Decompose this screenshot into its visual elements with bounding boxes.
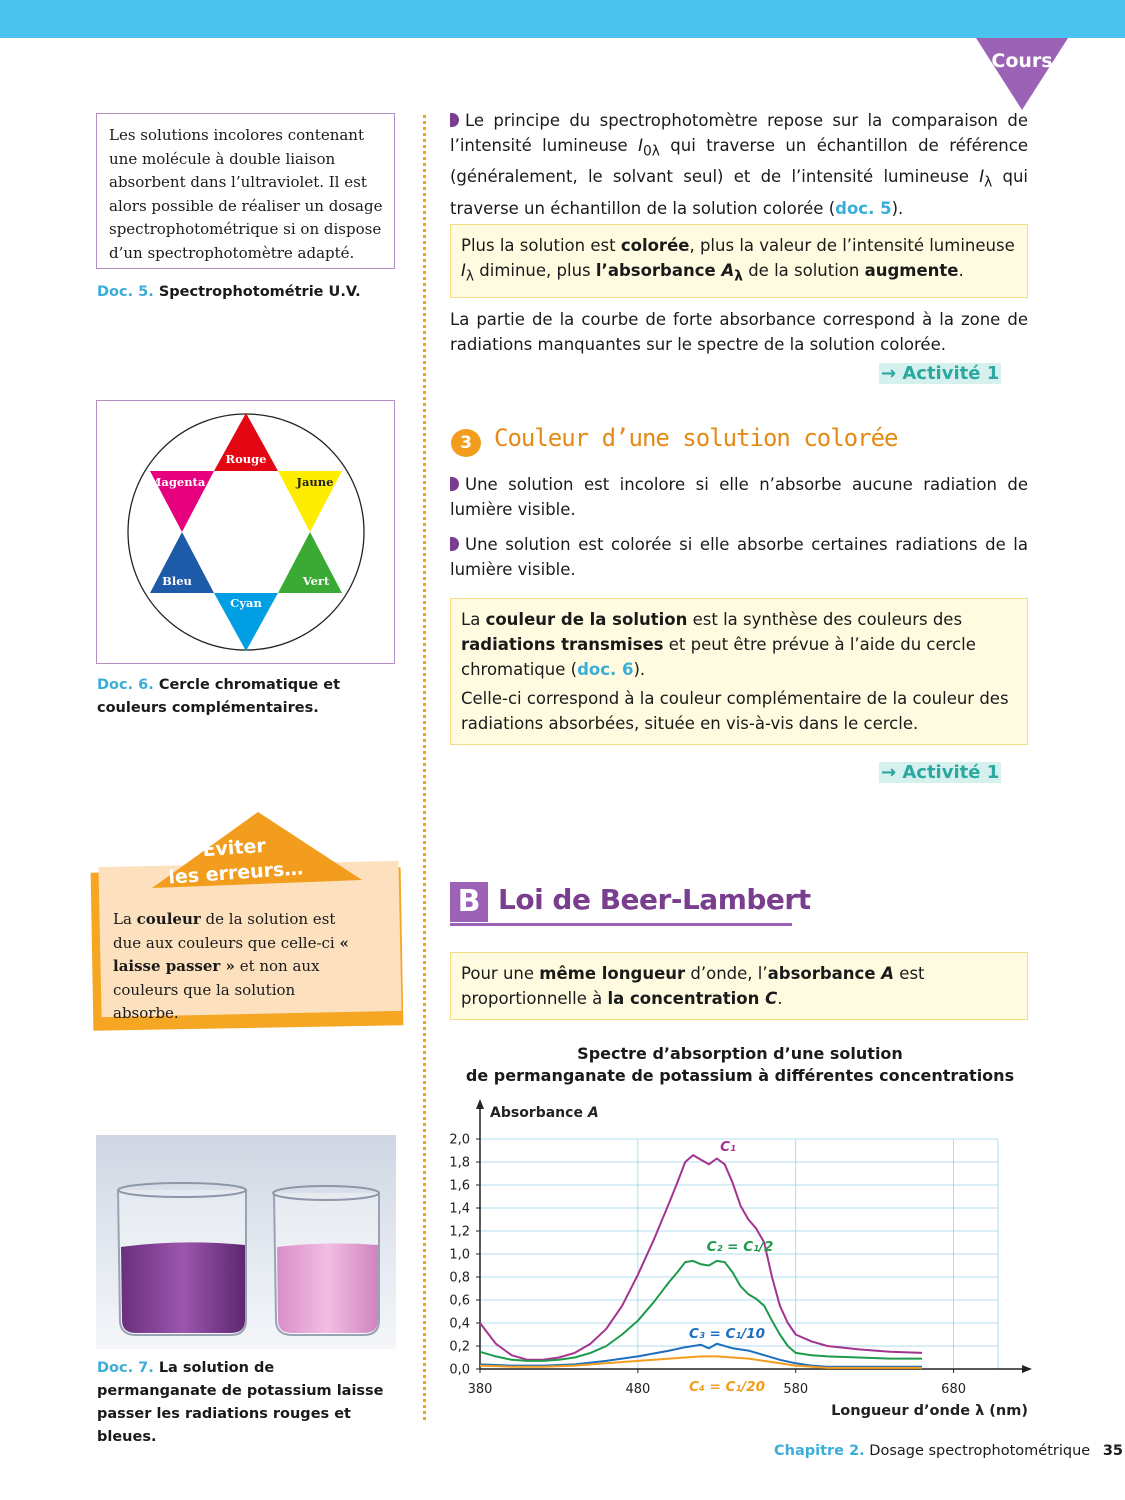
footer-chapter: Chapitre 2. [774,1443,865,1459]
activity-link-2[interactable]: → Activité 1 [881,762,1000,783]
y-tick-label: 0,0 [449,1362,470,1378]
bullet1-text: Une solution est incolore si elle n’absorbe aucune radiation de lumière visible. [450,475,1028,519]
x-tick-label: 680 [941,1382,967,1397]
box3-t1: Pour une [461,964,540,983]
chart-title-line1: Spectre d’absorption d’une solution [577,1044,903,1063]
box2-t3: et peut être prévue à l’aide du cercle chromatique ( [461,635,976,679]
series-line-c3 [480,1344,922,1367]
box1-sub: λ [465,268,475,285]
cours-tab [976,38,1068,110]
beakers-image [96,1135,396,1349]
box2-t1: La [461,610,486,629]
warning-title-line2: les erreurs… [167,857,304,889]
doc5-text: Les solutions incolores contenant une molécule à double liaison absorbent dans l’ultraviolet. Il est alors possible de réaliser un dosage spectrophotométrique si on dispose d’un spectrophotomètre adapté. [109,126,383,262]
box1-b3: augmente [864,261,959,280]
footer-title: Dosage spectrophotométrique [869,1443,1091,1459]
box3-t4: . [777,989,783,1008]
warning-t3: et non aux couleurs que la solution absorbe. [113,957,320,1022]
y-tick-label: 0,2 [449,1339,470,1355]
x-tick-label: 580 [783,1382,809,1397]
beakers-photo [96,1135,396,1349]
label-rouge: Rouge [225,452,267,466]
doc5-caption-text: Spectrophotométrie U.V. [158,284,361,300]
para1-t1: Le principe du spectrophotomètre repose sur la comparaison de l’intensité lumineuse [450,111,1028,155]
y-axis-label-symbol: A [587,1105,599,1121]
warning-b1: couleur [136,910,201,928]
section-b-letter: B [450,882,488,922]
box1-t5: . [958,261,964,280]
cours-label: Cours [991,50,1053,72]
doc6-link[interactable]: doc. 6 [577,660,634,679]
doc7-caption [97,1357,397,1449]
box2-line1 [461,607,1017,682]
y-tick-label: 1,6 [449,1178,470,1194]
doc5-link[interactable]: doc. 5 [835,198,892,218]
series-label-c2: C₂ = C₁/2 [706,1239,774,1255]
box3-b1: même longueur [539,964,686,983]
y-tick-label: 2,0 [449,1132,470,1148]
doc5-caption-num: Doc. 5. [97,284,154,300]
column-divider [423,115,426,1420]
y-tick-label: 0,6 [449,1293,470,1309]
y-tick-label: 1,8 [449,1155,470,1171]
warning-b2: « laisse passer » [113,933,349,975]
para1-sym-i0: I [638,136,643,155]
doc7-caption-text: La solution de permanganate de potassium laisse passer les radiations rouges et bleues. [97,1360,384,1445]
x-axis-label: Longueur d’onde λ (nm) [831,1403,1028,1419]
box1-b2: l’absorbance [595,261,722,280]
box3-t2: d’onde, l’ [685,964,768,983]
absorption-chart [440,1095,1040,1425]
bullet-icon [450,537,459,551]
box3-t3: est proportionnelle à [461,964,925,1008]
warning-t1: La [113,910,137,928]
doc5-caption [97,281,397,304]
doc6-caption-num: Doc. 6. [97,677,154,693]
box3-b3: la concentration [607,989,766,1008]
warning-t2: de la solution est due aux couleurs que celle-ci [113,910,340,952]
warning-text [113,908,363,1026]
section-3-title: Couleur d’une solution colorée [494,424,898,452]
para1-t2: qui traverse un échantillon de référence (généralement, le solvant seul) et de l’intensité lumineuse [450,136,1028,187]
y-tick-label: 0,4 [449,1316,470,1332]
top-banner [0,0,1125,38]
bullet-coloree [450,532,1028,582]
section-3-number: 3 [451,429,481,457]
box2-b2: radiations transmises [461,635,664,654]
box2-t4: ). [633,660,646,679]
series-label-c4: C₄ = C₁/20 [688,1379,766,1395]
label-magenta: Magenta [148,475,206,489]
box2-line2: Celle-ci correspond à la couleur complémentaire de la couleur des radiations absorbées, située en vis-à-vis dans le cercle. [461,689,1009,733]
x-tick-label: 380 [467,1382,493,1397]
highlight-box-absorbance [450,224,1028,298]
doc5-box [96,113,395,269]
box1-t3: diminue, plus [474,261,596,280]
section-b-title: Loi de Beer-Lambert [498,883,811,916]
chart-title-line2: de permanganate de potassium à différentes concentrations [465,1066,1015,1085]
cours-triangle-icon [976,38,1068,110]
series-label-c1: C₁ [720,1139,736,1155]
paragraph-absorbance-zone: La partie de la courbe de forte absorbance correspond à la zone de radiations manquantes sur le spectre de la solution colorée. [450,310,1028,354]
warning-title-line1: Éviter [201,834,267,862]
highlight-box-couleur [450,598,1028,745]
chart-title [450,1043,1030,1087]
bullet-incolore [450,472,1028,522]
box1-b2sub: λ [734,268,743,285]
paragraph-principle [450,108,1028,221]
y-tick-label: 1,0 [449,1247,470,1263]
bullet-icon [450,477,459,491]
doc6-box [96,400,395,664]
box3-b2sym: A [881,964,895,983]
box1-t2: , plus la valeur de l’intensité lumineuse [689,236,1015,255]
y-tick-label: 1,4 [449,1201,470,1217]
box1-b2sym: A [721,261,735,280]
x-axis-arrow-icon [1022,1365,1032,1373]
doc6-caption-text: Cercle chromatique et couleurs complémentaires. [97,677,341,716]
para1-t3: qui traverse un échantillon de la solution colorée ( [450,167,1028,218]
box1-t4: de la solution [742,261,865,280]
box3-b3sym: C [765,989,778,1008]
bullet2-text: Une solution est colorée si elle absorbe certaines radiations de la lumière visible. [450,535,1028,579]
y-tick-label: 1,2 [449,1224,470,1240]
series-label-c3: C₃ = C₁/10 [688,1326,766,1342]
para1-t4: ). [891,198,904,218]
para1-sym-i: I [979,167,985,187]
para1-sub-0l: 0λ [642,143,660,160]
bullet-icon [450,113,459,127]
y-tick-label: 0,8 [449,1270,470,1286]
highlight-box-beer-lambert [450,952,1028,1020]
activity-link-1[interactable]: → Activité 1 [881,363,1000,384]
section-b-underline [450,923,792,926]
box1-b1: colorée [620,236,690,255]
box2-t2: est la synthèse des couleurs des [687,610,963,629]
box1-sym: I [461,261,466,280]
warning-title [158,831,311,891]
label-jaune: Jaune [296,475,334,489]
para1-sub-l: λ [984,174,993,191]
page-footer [774,1443,1123,1459]
y-axis-label: Absorbance A [490,1105,599,1121]
y-axis-arrow-icon [476,1099,484,1109]
box1-t1: Plus la solution est [461,236,621,255]
label-vert: Vert [302,574,330,588]
doc7-caption-num: Doc. 7. [97,1360,154,1376]
color-wheel-diagram [97,401,393,662]
label-cyan: Cyan [230,596,262,610]
box2-b1: couleur de la solution [485,610,688,629]
box3-b2: absorbance [767,964,882,983]
doc6-caption [97,674,397,720]
page-number: 35 [1102,1443,1123,1459]
x-tick-label: 480 [625,1382,651,1397]
label-bleu: Bleu [162,574,192,588]
